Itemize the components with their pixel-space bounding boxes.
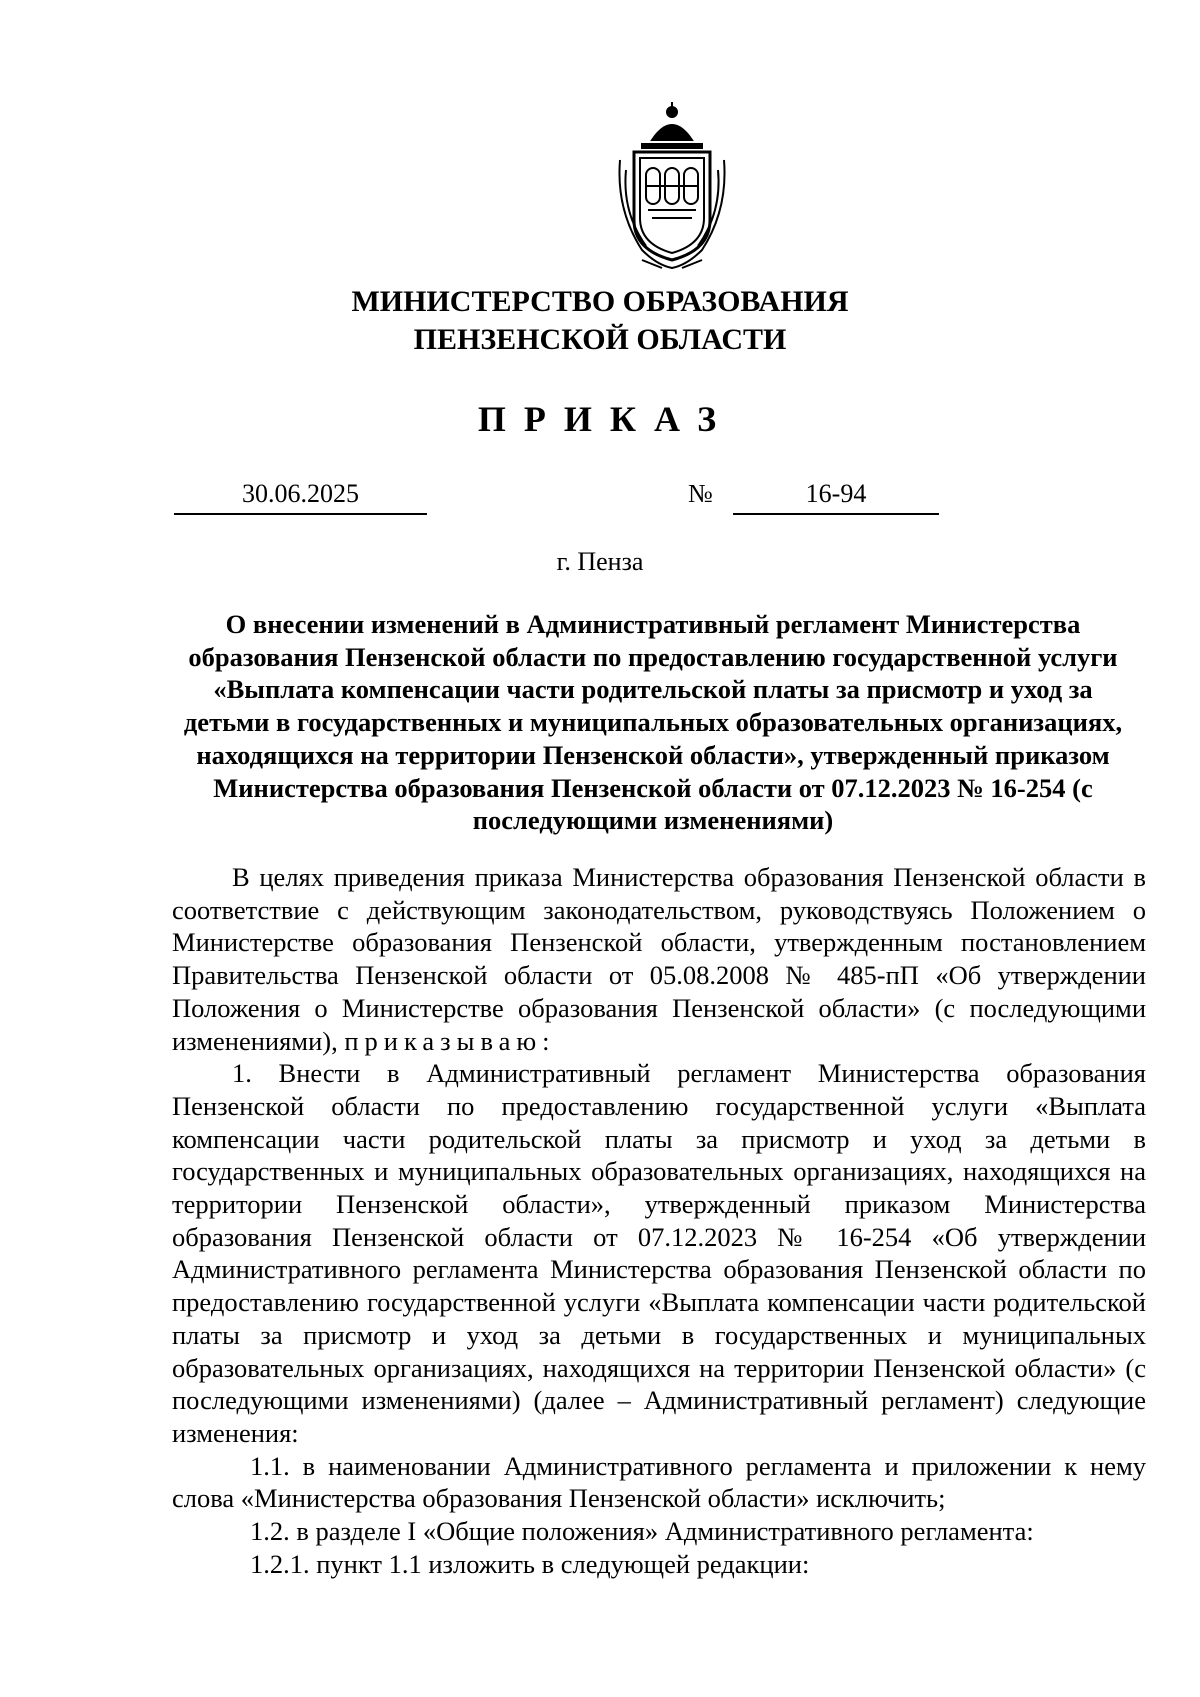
item-1-1-paragraph: 1.1. в наименовании Административного регламента и приложении к нему слова «Министерства образования Пензенской области» исключить; [172, 1450, 1146, 1514]
order-subject-heading: О внесении изменений в Административный регламент Министерства образования Пензенской области по предоставлению государственной услуги «Выплата компенсации части родительской платы за присмотр и уход за детьми в государственных и муниципальных образовательных организациях, находящихся на территории Пензенской области», утвержденный приказом Министерства образования Пензенской области от 07.12.2023 № 16-254 (с последующими изменениями) [183, 609, 1123, 836]
number-sign: № [688, 479, 713, 508]
order-number: 16-94 [733, 479, 939, 515]
item-1-2-1-paragraph: 1.2.1. пункт 1.1 изложить в следующей редакции: [250, 1548, 810, 1579]
document-type-title: ПРИКАЗ [477, 399, 735, 439]
item-1-paragraph: 1. Внести в Административный регламент Министерства образования Пензенской области по предоставлению государственной услуги «Выплата компенсации части родительской платы за присмотр и уход за детьми в государственных и муниципальных образовательных организациях, находящихся на территории Пензенской области», утвержденный приказом Министерства образования Пензенской области от 07.12.2023 № 16-254 «Об утверждении Административного регламента Министерства образования Пензенской области по предоставлению государственной услуги «Выплата компенсации части родительской платы за присмотр и уход за детьми в государственных и муниципальных образовательных организациях, находящихся на территории Пензенской области» (с последующими изменениями) (далее – Административный регламент) следующие изменения: [172, 1058, 1146, 1448]
city-label: г. Пенза [556, 547, 644, 576]
order-date: 30.06.2025 [174, 479, 427, 515]
order-body [172, 861, 1146, 1580]
coat-of-arms-emblem [612, 100, 732, 272]
ministry-name-line2: ПЕНЗЕНСКОЙ ОБЛАСТИ [413, 323, 787, 356]
preamble-paragraph [172, 861, 1146, 1057]
ministry-name-line1: МИНИСТЕРСТВО ОБРАЗОВАНИЯ [351, 285, 849, 318]
ministry-name [0, 283, 1200, 359]
order-word: приказываю: [344, 1025, 556, 1056]
item-1-2-paragraph: 1.2. в разделе I «Общие положения» Административного регламента: [250, 1516, 1034, 1547]
preamble-text: В целях приведения приказа Министерства образования Пензенской области в соответствие с действующим законодательством, руководствуясь Положением о Министерстве образования Пензенской области, утвержденным постановлением Правительства Пензенской области от 05.08.2008 № 485-пП «Об утверждении Положения о Министерстве образования Пензенской области» (с последующими изменениями), [172, 862, 1146, 1056]
